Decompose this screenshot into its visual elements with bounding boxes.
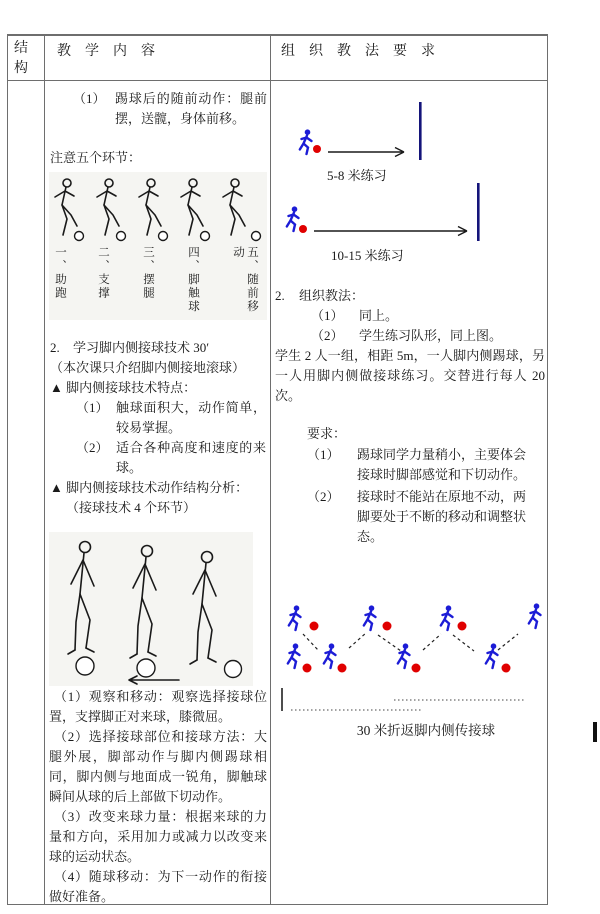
requirements-title: 要求： bbox=[307, 426, 347, 441]
direction-arrow-left bbox=[129, 676, 179, 684]
shuttle-drill-caption: 30 米折返脚内侧传接球 bbox=[356, 723, 496, 738]
kick-sequence-labels bbox=[49, 246, 267, 320]
ball-icon bbox=[225, 661, 242, 678]
features-header: ▲ 脚内侧接球技术特点： bbox=[50, 380, 197, 395]
item-number: （1） bbox=[73, 91, 106, 106]
ball-icon bbox=[201, 232, 210, 241]
ball-icon bbox=[252, 232, 261, 241]
wall-line bbox=[477, 183, 480, 241]
item-number: （1） bbox=[307, 447, 340, 462]
kicker-frame-4 bbox=[181, 179, 203, 235]
feature-item-1 bbox=[76, 398, 266, 438]
method-item-1 bbox=[311, 306, 545, 326]
ball-icon bbox=[137, 659, 155, 677]
kicker-frame-5 bbox=[223, 179, 245, 235]
item-text: 踢球同学力量稍小，主要体会接球时脚部感觉和下切动作。 bbox=[357, 447, 527, 482]
item-text: 接球时不能站在原地不动，两脚要处于不断的移动和调整状态。 bbox=[357, 489, 527, 544]
runner-icon bbox=[529, 603, 541, 628]
runner-icon bbox=[288, 643, 300, 668]
method-column-title: 组 织 教 法 要 求 bbox=[281, 44, 435, 59]
receiver-frame-3 bbox=[190, 552, 216, 665]
header-cell-structure bbox=[8, 36, 45, 80]
ball-dot-icon bbox=[299, 225, 307, 233]
structure-cell-empty bbox=[8, 81, 45, 904]
requirement-item-2 bbox=[307, 487, 547, 547]
phase-label-1: 一、助跑 bbox=[54, 246, 66, 300]
ball-icon bbox=[159, 232, 168, 241]
receiver-frame-1 bbox=[68, 542, 94, 655]
requirement-item-1 bbox=[307, 445, 547, 485]
item-number: （2） bbox=[311, 328, 344, 343]
item-number: （1） bbox=[76, 400, 109, 415]
receive-ball-drawing bbox=[49, 532, 253, 686]
ball-dot-icon bbox=[310, 622, 319, 631]
table-header-row bbox=[8, 36, 547, 81]
structure-label-line1: 结 bbox=[14, 41, 28, 56]
receive-ball-illustration bbox=[49, 532, 253, 686]
ball-dot-icon bbox=[338, 664, 347, 673]
section-2-block bbox=[50, 338, 266, 518]
method-title-row bbox=[275, 286, 545, 306]
kick-sequence-drawing bbox=[49, 172, 267, 246]
structure-label-line2: 构 bbox=[14, 61, 28, 76]
kicker-frame-3 bbox=[139, 179, 161, 235]
runner-icon bbox=[486, 643, 498, 668]
section-2-subtitle: （本次课只介绍脚内侧接地滚球） bbox=[50, 360, 246, 375]
followup-action-item bbox=[73, 89, 267, 129]
shuttle-pass-drill-diagram bbox=[271, 597, 548, 719]
organization-method-cell bbox=[271, 81, 547, 904]
feature-item-2 bbox=[76, 438, 266, 478]
receiver-frame-2 bbox=[130, 546, 156, 659]
pass-path-dashed-lines bbox=[303, 633, 518, 651]
kicker-frame-2 bbox=[97, 179, 119, 235]
drill1-distance-label: 5-8 米练习 bbox=[327, 168, 387, 183]
runner-icon bbox=[289, 605, 301, 630]
item-text: 学生练习队形，同上图。 bbox=[359, 328, 503, 343]
runner-icon bbox=[364, 605, 376, 630]
ball-dot-icon bbox=[412, 664, 421, 673]
page-margin-marker bbox=[593, 722, 597, 742]
analysis-subtitle: （接球技术 4 个环节） bbox=[66, 500, 197, 515]
ball-dot-icon bbox=[383, 622, 392, 631]
ball-dot-icon bbox=[303, 664, 312, 673]
phase-label-4: 四、脚触球 bbox=[187, 246, 199, 314]
pairs-practice-paragraph: 学生 2 人一组，相距 5m，一人脚内侧踢球，另一人用脚内侧做接球练习。交替进行每人 20 次。 bbox=[275, 348, 545, 403]
ball-dot-icon bbox=[502, 664, 511, 673]
analysis-header: ▲ 脚内侧接球技术动作结构分析： bbox=[50, 480, 249, 495]
ball-dot-icon bbox=[313, 145, 321, 153]
kick-sequence-illustration bbox=[49, 172, 267, 320]
section-2-title-row bbox=[50, 338, 266, 358]
method-item-2 bbox=[311, 326, 545, 346]
item-text: 触球面积大，动作简单，较易掌握。 bbox=[116, 400, 266, 435]
item-text: 同上。 bbox=[359, 308, 399, 323]
ball-dot-icon bbox=[458, 622, 467, 631]
step-paragraph-2: （2）选择接球部位和接球方法：大腿外展，脚部动作与脚内侧踢球相同，脚内侧与地面成一锐角，脚触球瞬间从球的后上部做下切动作。 bbox=[49, 729, 267, 804]
runner-icon bbox=[324, 643, 336, 668]
item-text: 适合各种高度和速度的来球。 bbox=[116, 440, 266, 475]
header-cell-content bbox=[45, 36, 271, 80]
step-paragraph-3: （3）改变来球力量：根据来球的力量和方向，采用加力或减力以改变来球的运动状态。 bbox=[49, 809, 267, 864]
note-five-steps: 注意五个环节： bbox=[50, 150, 142, 165]
organization-method-block bbox=[275, 286, 545, 406]
step-paragraph-4: （4）随球移动：为下一动作的衔接做好准备。 bbox=[49, 869, 267, 904]
wall-pass-drill-diagram bbox=[271, 81, 548, 287]
phase-label-3: 三、摆腿 bbox=[142, 246, 154, 300]
item-number: （2） bbox=[307, 489, 340, 504]
ball-icon bbox=[117, 232, 126, 241]
teaching-content-cell bbox=[45, 81, 271, 904]
item-number: （2） bbox=[76, 440, 109, 455]
kicker-frame-1 bbox=[55, 179, 77, 235]
runner-icon bbox=[287, 206, 299, 231]
pass-arrow bbox=[314, 227, 467, 236]
requirements-block bbox=[307, 424, 547, 547]
runner-icon bbox=[300, 129, 312, 154]
ball-icon bbox=[75, 232, 84, 241]
section-number: 2. bbox=[275, 288, 285, 303]
step-paragraph-1: （1）观察和移动：观察选择接球位置，支撑脚正对来球，膝微屈。 bbox=[49, 689, 267, 724]
technique-steps-block bbox=[49, 687, 267, 907]
wall-line bbox=[419, 102, 422, 160]
header-cell-method bbox=[271, 36, 547, 80]
item-number: （1） bbox=[311, 308, 344, 323]
method-title: 组织教法： bbox=[299, 288, 365, 303]
section-number: 2. bbox=[50, 340, 60, 355]
content-column-title: 教 学 内 容 bbox=[57, 44, 155, 59]
ball-icon bbox=[76, 657, 94, 675]
pass-arrow bbox=[328, 148, 404, 157]
phase-label-2: 二、支撑 bbox=[97, 246, 109, 300]
item-text: 踢球后的随前动作：腿前摆，送髋，身体前移。 bbox=[115, 91, 267, 126]
drill2-distance-label: 10-15 米练习 bbox=[331, 248, 404, 263]
section-title: 学习脚内侧接球技术 30′ bbox=[73, 340, 210, 355]
phase-label-5: 五、随前移动 bbox=[232, 246, 258, 314]
lesson-plan-table bbox=[7, 34, 548, 905]
runner-icon bbox=[398, 643, 410, 668]
table-body-row bbox=[8, 81, 547, 904]
runner-icon bbox=[441, 605, 453, 630]
